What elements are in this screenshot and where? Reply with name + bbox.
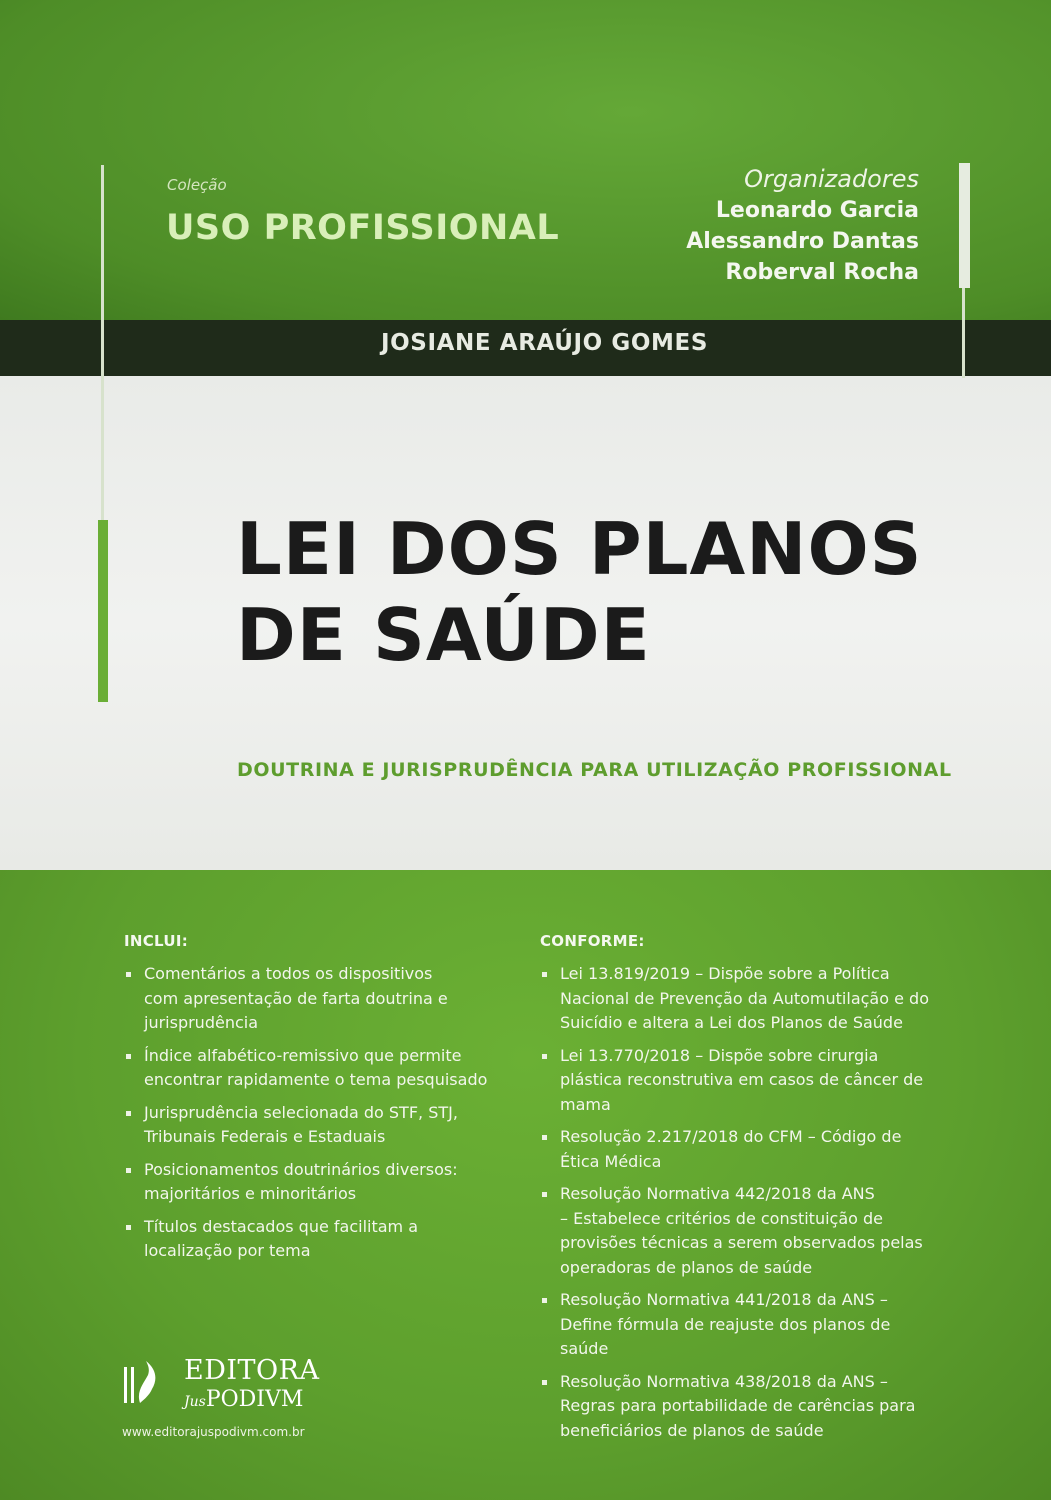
- list-item-line: encontrar rapidamente o tema pesquisado: [144, 1070, 488, 1089]
- list-item-line: – Estabelece critérios de constituição de: [560, 1208, 883, 1228]
- conforme-column: [540, 932, 960, 1451]
- book-title: [236, 506, 923, 678]
- publisher-subname: [184, 1387, 303, 1412]
- list-item-line: operadoras de planos de saúde: [560, 1257, 813, 1277]
- list-item: [124, 1101, 504, 1150]
- list-item-line: Tribunais Federais e Estaduais: [144, 1127, 386, 1146]
- list-item: [540, 1044, 960, 1118]
- list-item-line: Lei 13.819/2019 – Dispõe sobre a Política: [560, 964, 890, 983]
- bullet-icon: [542, 1135, 547, 1140]
- bullet-icon: [542, 1054, 547, 1059]
- list-item-line: Nacional de Prevenção da Automutilação e do: [560, 988, 929, 1008]
- list-item-line: Regras para portabilidade de carências para: [560, 1396, 916, 1415]
- organizer-name: Roberval Rocha: [725, 260, 919, 285]
- list-item-line: localização por tema: [144, 1241, 311, 1260]
- list-item-line: Resolução Normativa 438/2018 da ANS –: [560, 1371, 888, 1391]
- list-item-line: Define fórmula de reajuste dos planos de: [560, 1314, 891, 1334]
- list-item-line: jurisprudência: [144, 1013, 259, 1032]
- list-item: [540, 1182, 960, 1280]
- right-vertical-line: [962, 288, 965, 378]
- list-item-line: beneficiários de planos de saúde: [560, 1420, 824, 1440]
- book-title-line: DE SAÚDE: [236, 593, 651, 677]
- bullet-icon: [126, 1225, 131, 1230]
- list-item: [540, 962, 960, 1036]
- list-item-line: Resolução Normativa 442/2018 da ANS: [560, 1184, 875, 1203]
- organizers-label: Organizadores: [744, 165, 919, 193]
- bullet-icon: [126, 1168, 131, 1173]
- list-item: [124, 1158, 504, 1207]
- bullet-icon: [126, 1111, 131, 1116]
- flame-book-icon: [122, 1361, 174, 1405]
- bullet-icon: [126, 972, 131, 977]
- list-item: [540, 1370, 960, 1444]
- inclui-column: [124, 932, 504, 1272]
- inclui-list: [124, 962, 504, 1264]
- conforme-list: [540, 962, 960, 1443]
- list-item-line: saúde: [560, 1339, 609, 1358]
- list-item: [124, 962, 504, 1036]
- list-item: [124, 1215, 504, 1264]
- book-title-line: LEI DOS PLANOS: [236, 507, 923, 591]
- organizers-block: [686, 163, 919, 288]
- list-item-line: provisões técnicas a serem observados pelas: [560, 1233, 923, 1252]
- publisher-sub-prefix: Jus: [184, 1394, 206, 1410]
- bullet-icon: [542, 1192, 547, 1197]
- list-item-line: com apresentação de farta doutrina e: [144, 988, 448, 1008]
- publisher-name: EDITORA: [184, 1355, 320, 1386]
- bullet-icon: [542, 1298, 547, 1303]
- list-item-line: mama: [560, 1094, 611, 1114]
- list-item: [540, 1288, 960, 1362]
- collection-label: Coleção: [167, 176, 227, 194]
- list-item-line: plástica reconstrutiva em casos de câncer de: [560, 1070, 924, 1089]
- organizer-name: Leonardo Garcia: [715, 198, 919, 223]
- list-item-line: majoritários e minoritários: [144, 1184, 357, 1203]
- bullet-icon: [542, 972, 547, 977]
- list-item-line: Suicídio e altera a Lei dos Planos de Saúde: [560, 1013, 903, 1032]
- list-item-line: Ética Médica: [560, 1151, 662, 1171]
- list-item-line: Resolução Normativa 441/2018 da ANS –: [560, 1290, 888, 1309]
- bullet-icon: [542, 1380, 547, 1385]
- bullet-icon: [126, 1054, 131, 1059]
- list-item-line: Títulos destacados que facilitam a: [144, 1216, 419, 1236]
- left-vertical-line: [101, 165, 104, 520]
- list-item-line: Lei 13.770/2018 – Dispõe sobre cirurgia: [560, 1045, 879, 1065]
- publisher-sub-name: PODIVM: [205, 1387, 304, 1412]
- list-item: [124, 1044, 504, 1093]
- book-subtitle: DOUTRINA E JURISPRUDÊNCIA PARA UTILIZAÇÃO PROFISSIONAL: [237, 759, 952, 781]
- publisher-url: www.editorajuspodivm.com.br: [122, 1425, 305, 1439]
- collection-name: USO PROFISSIONAL: [166, 208, 560, 248]
- list-item-line: Jurisprudência selecionada do STF, STJ,: [144, 1102, 458, 1122]
- list-item-line: Índice alfabético-remissivo que permite: [144, 1045, 462, 1065]
- list-item-line: Resolução 2.217/2018 do CFM – Código de: [560, 1127, 902, 1146]
- inclui-heading: INCLUI:: [124, 932, 189, 950]
- organizer-name: Alessandro Dantas: [686, 229, 919, 254]
- conforme-heading: CONFORME:: [540, 932, 645, 950]
- right-accent-bar: [959, 163, 970, 288]
- author-name: JOSIANE ARAÚJO GOMES: [381, 330, 708, 356]
- list-item-line: Comentários a todos os dispositivos: [144, 964, 433, 983]
- list-item: [540, 1125, 960, 1174]
- left-accent-bar: [98, 520, 108, 702]
- list-item-line: Posicionamentos doutrinários diversos:: [144, 1159, 458, 1179]
